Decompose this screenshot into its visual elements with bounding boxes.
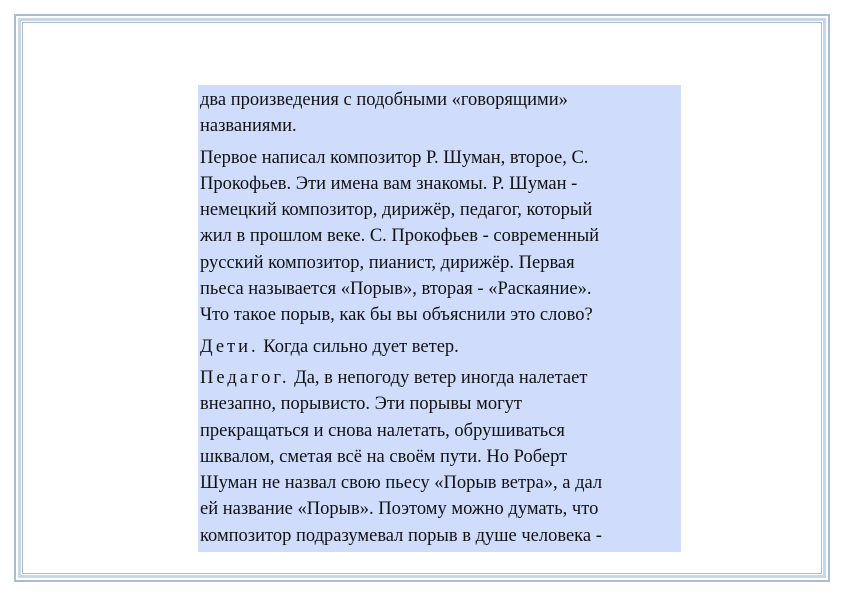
text-line: внезапно, порывисто. Эти порывы могут <box>200 394 522 415</box>
text-line: Что такое порыв, как бы вы объяснили это слово? <box>200 305 593 326</box>
text-line: шквалом, сметая всё на своём пути. Но Роберт <box>200 446 568 467</box>
speaker-label: Педагог. <box>200 367 290 388</box>
text-line: Шуман не назвал свою пьесу «Порыв ветра», а дал <box>200 473 603 494</box>
text-block <box>198 85 681 552</box>
text-line: русский композитор, пианист, дирижёр. Первая <box>200 252 575 273</box>
text-line: ей название «Порыв». Поэтому можно думать, что <box>200 499 599 520</box>
dialogue-text: Да, в непогоду ветер иногда налетает <box>289 367 588 388</box>
text-line: жил в прошлом веке. С. Прокофьев - современный <box>200 226 600 247</box>
speaker-label: Дети. <box>200 336 259 357</box>
text-line <box>200 365 681 391</box>
paragraph-3 <box>200 334 681 360</box>
text-line: прекращаться и снова налетать, обрушиваться <box>200 420 565 441</box>
text-line: два произведения с подобными «говорящими» <box>200 90 568 110</box>
paragraph-1 <box>200 87 681 140</box>
paragraph-2 <box>200 145 681 329</box>
text-line: названиями. <box>200 116 297 137</box>
text-line: пьеса называется «Порыв», вторая - «Раскаяние». <box>200 279 592 300</box>
dialogue-text: Когда сильно дует ветер. <box>258 336 459 357</box>
text-line: Прокофьев. Эти имена вам знакомы. Р. Шуман - <box>200 173 578 194</box>
text-line: композитор подразумевал порыв в душе человека - <box>200 525 602 546</box>
paragraph-4 <box>200 365 681 549</box>
text-line: Первое написал композитор Р. Шуман, второе, С. <box>200 147 589 168</box>
text-line <box>200 334 681 360</box>
text-line: немецкий композитор, дирижёр, педагог, который <box>200 200 593 221</box>
